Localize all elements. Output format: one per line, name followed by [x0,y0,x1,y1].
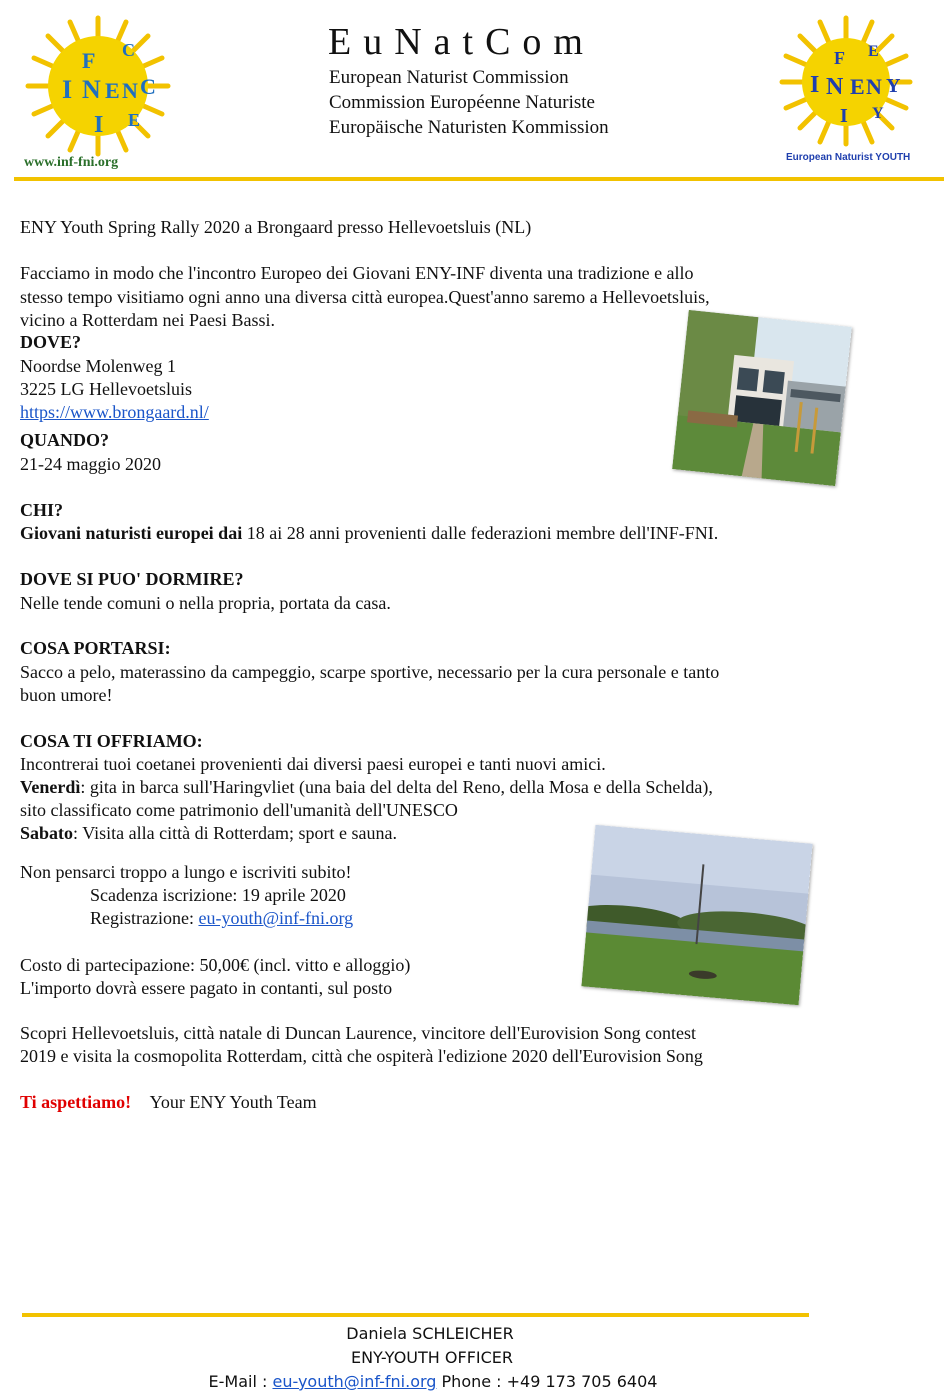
logo-url: www.inf-fni.org [24,155,119,170]
eny-youth-logo [776,14,926,166]
logo-letter: E [868,43,879,60]
header-divider [14,177,944,181]
portarsi-heading: COSA PORTARSI: [20,638,171,658]
chi-bold: Giovani naturisti europei dai [20,523,243,543]
footer-contact [150,1370,716,1394]
logo-letter: I [840,105,848,127]
logo-letter: I [94,112,104,138]
scopri-line: Scopri Hellevoetsluis, città natale di Duncan Laurence, vincitore dell'Eurovision Song contest [20,1023,697,1043]
brongaard-building-photo [672,310,852,486]
chi-text [20,522,718,545]
footer-role: ENY-YOUTH OFFICER [350,1348,514,1367]
logo-caption: European Naturist YOUTH [786,152,911,163]
logo-letter: C [122,40,135,60]
quando-heading: QUANDO? [20,430,109,450]
logo-letter: Y [872,105,884,122]
inf-fni-logo [18,14,208,174]
intro-line: Facciamo in modo che l'incontro Europeo dei Giovani ENY-INF diventa una tradizione e allo [20,263,694,283]
registrazione-line [90,907,353,930]
sun-logo-icon [776,14,926,166]
header-subtitle-fr: Commission Européenne Naturiste [329,92,595,113]
logo-letter: C [140,74,156,99]
footer-email-link[interactable]: eu-youth@inf-fni.org [272,1372,437,1391]
scadenza-line: Scadenza iscrizione: 19 aprile 2020 [90,885,346,905]
sabato-text: : Visita alla città di Rotterdam; sport e sauna. [73,823,398,843]
dove-address-line: Noordse Molenweg 1 [20,356,176,376]
registrazione-label: Registrazione: [90,908,199,928]
footer-name: Daniela SCHLEICHER [346,1324,514,1343]
venerdi-cont: sito classificato come patrimonio dell'umanità dell'UNESCO [20,800,458,820]
iscrizione-line: Non pensarci troppo a lungo e iscriviti subito! [20,862,352,882]
logo-letter: E [128,110,141,130]
logo-letter: I [810,72,820,98]
quando-date: 21-24 maggio 2020 [20,454,161,474]
dove-address-line: 3225 LG Hellevoetsluis [20,379,192,399]
closing-line [20,1091,317,1114]
venerdi-line [20,776,713,799]
costo-line: L'importo dovrà essere pagato in contanti, sul posto [20,978,393,998]
dormire-text: Nelle tende comuni o nella propria, portata da casa. [20,593,391,613]
logo-letter: E [850,74,865,99]
scopri-line: 2019 e visita la cosmopolita Rotterdam, città che ospiterà l'edizione 2020 dell'Eurovision Song [20,1046,703,1066]
offriamo-heading: COSA TI OFFRIAMO: [20,731,203,751]
logo-letter: N [866,74,882,99]
offriamo-line: Incontrerai tuoi coetanei provenienti dai diversi paesi europei e tanti nuovi amici. [20,754,606,774]
sabato-line [20,822,397,845]
footer-divider [22,1313,809,1317]
intro-line: stesso tempo visitiamo ogni anno una diversa città europea.Quest'anno saremo a Hellevoetsluis, [20,287,710,307]
portarsi-line: Sacco a pelo, materassino da campeggio, scarpe sportive, necessario per la cura personale e tanto [20,662,720,682]
event-title: ENY Youth Spring Rally 2020 a Brongaard presso Hellevoetsluis (NL) [20,217,532,237]
logo-letter: N [82,75,101,104]
logo-letter: Y [886,75,901,97]
logo-letter: N [826,74,844,100]
brongaard-link[interactable]: https://www.brongaard.nl/ [20,402,209,422]
haringvliet-photo [581,825,812,1005]
logo-letter: E [105,78,120,103]
costo-line: Costo di partecipazione: 50,00€ (incl. vitto e alloggio) [20,955,411,975]
logo-letter: F [834,48,845,68]
intro-line: vicino a Rotterdam nei Paesi Bassi. [20,310,275,330]
header-title: EuNatCom [328,21,595,63]
logo-letter: I [62,75,73,104]
header-subtitle-de: Europäische Naturisten Kommission [329,117,609,138]
sun-logo-icon [18,14,208,174]
footer-email-label: E-Mail : [208,1372,273,1391]
dormire-heading: DOVE SI PUO' DORMIRE? [20,569,244,589]
logo-letter: F [82,48,96,73]
logo-letter: N [122,78,138,103]
footer-phone: Phone : +49 173 705 6404 [436,1372,658,1391]
closing-red: Ti aspettiamo! [20,1092,132,1112]
venerdi-label: Venerdì [20,777,81,797]
chi-rest: 18 ai 28 anni provenienti dalle federazioni membre dell'INF-FNI. [242,523,719,543]
closing-team: Your ENY Youth Team [149,1092,317,1112]
portarsi-line: buon umore! [20,685,113,705]
dove-heading: DOVE? [20,332,82,352]
sabato-label: Sabato [20,823,74,843]
header-subtitle-en: European Naturist Commission [329,67,569,88]
venerdi-text: : gita in barca sull'Haringvliet (una baia del delta del Reno, della Mosa e della Schelda), [80,777,713,797]
registrazione-email-link[interactable]: eu-youth@inf-fni.org [198,908,354,928]
chi-heading: CHI? [20,500,64,520]
